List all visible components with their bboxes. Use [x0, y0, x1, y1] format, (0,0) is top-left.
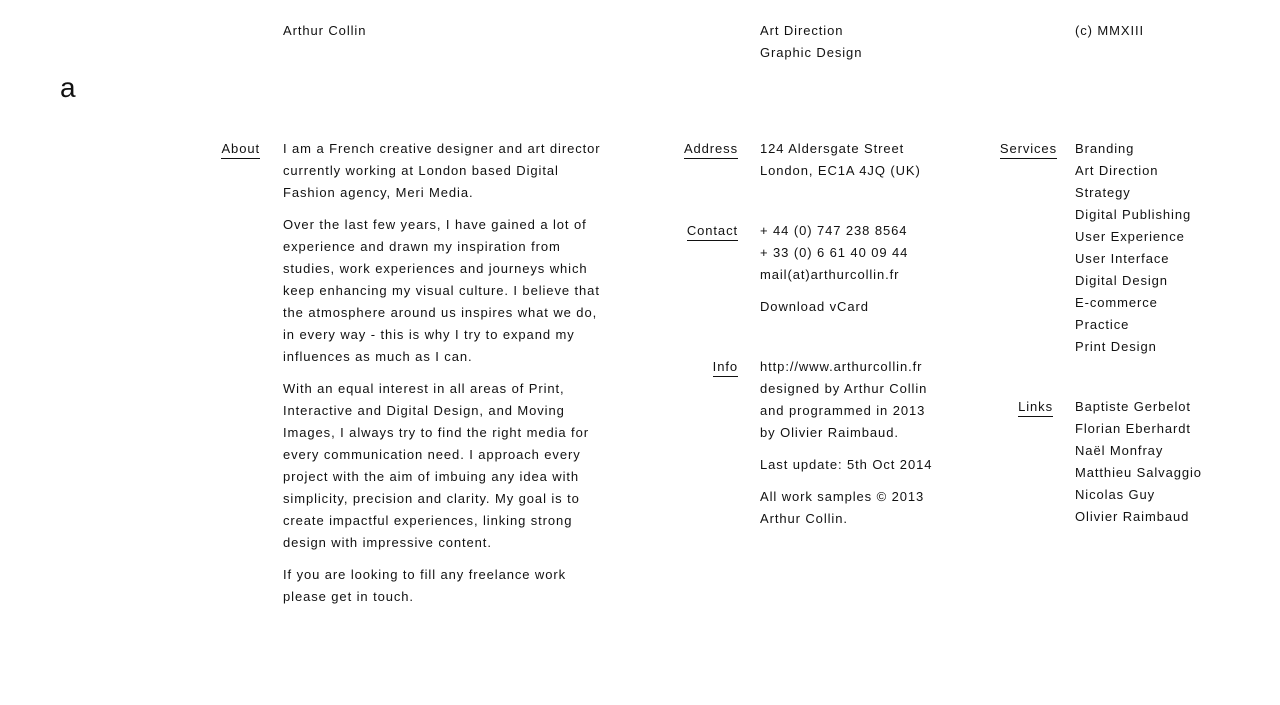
roles-list: [760, 20, 862, 64]
logo[interactable]: a: [60, 72, 76, 103]
about-label[interactable]: About: [221, 138, 260, 159]
link-item[interactable]: Baptiste Gerbelot: [1075, 399, 1191, 414]
about-paragraph: I am a French creative designer and art director currently working at London based Digital Fashion agency, Meri Media.: [283, 141, 601, 200]
links-label[interactable]: Links: [1018, 396, 1053, 417]
credits-line: by Olivier Raimbaud.: [760, 425, 899, 440]
address-label[interactable]: Address: [684, 138, 738, 159]
service-item-practice[interactable]: Practice: [1075, 317, 1130, 332]
website-link[interactable]: http://www.arthurcollin.fr: [760, 359, 923, 374]
service-item-strategy[interactable]: Strategy: [1075, 185, 1131, 200]
copyright-text: (c) MMXIII: [1075, 23, 1145, 38]
service-item-e-commerce[interactable]: E-commerce: [1075, 295, 1158, 310]
rights-line: All work samples © 2013: [760, 489, 925, 504]
info-block: [760, 356, 932, 530]
role-item: Art Direction: [760, 23, 844, 38]
service-item-branding[interactable]: Branding: [1075, 141, 1135, 156]
link-item[interactable]: Naël Monfray: [1075, 443, 1164, 458]
service-item-art-direction[interactable]: Art Direction: [1075, 163, 1159, 178]
services-list: [1075, 138, 1191, 358]
role-item: Graphic Design: [760, 45, 863, 60]
service-item-digital-design[interactable]: Digital Design: [1075, 273, 1168, 288]
site-owner-name: Arthur Collin: [283, 23, 367, 38]
about-text: [283, 138, 601, 618]
contact-label[interactable]: Contact: [687, 220, 738, 241]
download-vcard-link[interactable]: Download vCard: [760, 299, 869, 314]
services-label[interactable]: Services: [1000, 138, 1057, 159]
about-paragraph: Over the last few years, I have gained a lot of experience and drawn my inspiration from studies, work experiences and journeys which keep enhancing my visual culture. I believe that the atmosphere around us inspires what we do, in every way - this is why I try to expand my influences as much as I can.: [283, 217, 600, 364]
last-update-text: Last update: 5th Oct 2014: [760, 457, 933, 472]
address-block: [760, 138, 921, 182]
rights-line: Arthur Collin.: [760, 511, 848, 526]
link-item[interactable]: Olivier Raimbaud: [1075, 509, 1190, 524]
service-item-user-experience[interactable]: User Experience: [1075, 229, 1185, 244]
link-item[interactable]: Matthieu Salvaggio: [1075, 465, 1202, 480]
info-label[interactable]: Info: [713, 356, 738, 377]
credits-line: and programmed in 2013: [760, 403, 926, 418]
email-link[interactable]: mail(at)arthurcollin.fr: [760, 267, 900, 282]
about-paragraph: If you are looking to fill any freelance work please get in touch.: [283, 567, 567, 604]
credits-line: designed by Arthur Collin: [760, 381, 928, 396]
address-line: 124 Aldersgate Street: [760, 141, 905, 156]
about-paragraph: With an equal interest in all areas of Print, Interactive and Digital Design, and Moving Images, I always try to find the right media for every communication need. I approach every project with the aim of imbuing any idea with simplicity, precision and clarity. My goal is to create impactful experiences, linking strong design with impressive content.: [283, 381, 589, 550]
link-item[interactable]: Nicolas Guy: [1075, 487, 1156, 502]
service-item-print-design[interactable]: Print Design: [1075, 339, 1157, 354]
links-list: [1075, 396, 1202, 528]
link-item[interactable]: Florian Eberhardt: [1075, 421, 1191, 436]
contact-block: [760, 220, 908, 318]
service-item-digital-publishing[interactable]: Digital Publishing: [1075, 207, 1192, 222]
service-item-user-interface[interactable]: User Interface: [1075, 251, 1170, 266]
phone-uk: + 44 (0) 747 238 8564: [760, 223, 908, 238]
address-line: London, EC1A 4JQ (UK): [760, 163, 921, 178]
phone-fr: + 33 (0) 6 61 40 09 44: [760, 245, 909, 260]
